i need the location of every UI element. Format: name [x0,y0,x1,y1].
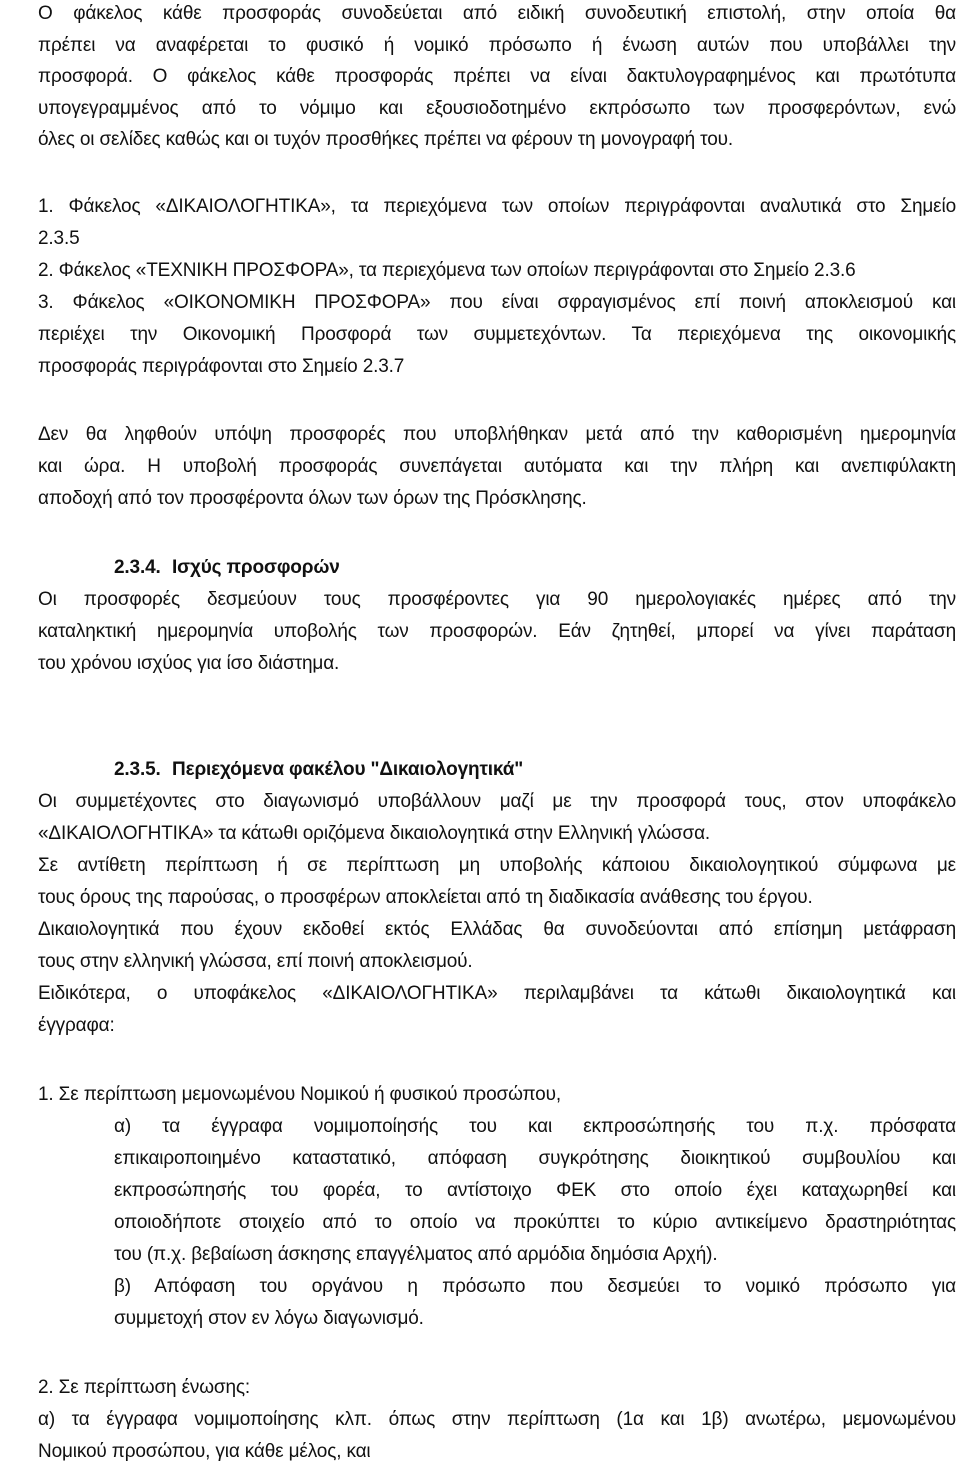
deadline-line-1: Δεν θα ληφθούν υπόψη προσφορές που υποβλήθηκαν μετά από την καθορισμένη ημερομηνία [38,424,956,445]
intro-line-1: Ο φάκελος κάθε προσφοράς συνοδεύεται από ειδική συνοδευτική επιστολή, στην οποία θα [38,3,956,24]
section-235-title: Περιεχόμενα φακέλου "Δικαιολογητικά" [172,759,524,780]
section-235-heading [114,758,956,782]
case-1-a-line-3: εκπροσώπησής του φορέα, το αντίστοιχο ΦΕΚ στο οποίο έχει καταχωρηθεί και [114,1180,956,1201]
section-234-number: 2.3.4. [114,557,161,578]
section-234-heading [114,556,956,580]
section-235-line-4: τους όρους της παρούσας, ο προσφέρων αποκλείεται από τη διαδικασία ανάθεσης του έργου. [38,887,813,908]
folder-item-3-line-1: 3. Φάκελος «ΟΙΚΟΝΟΜΙΚΗ ΠΡΟΣΦΟΡΑ» που είναι σφραγισμένος επί ποινή αποκλεισμού και [38,292,956,313]
case-1-heading: 1. Σε περίπτωση μεμονωμένου Νομικού ή φυσικού προσώπου, [38,1084,561,1105]
folder-item-3-line-3: προσφοράς περιγράφονται στο Σημείο 2.3.7 [38,356,405,377]
folder-item-2: 2. Φάκελος «ΤΕΧΝΙΚΗ ΠΡΟΣΦΟΡΑ», τα περιεχόμενα των οποίων περιγράφονται στο Σημείο 2.3.6 [38,260,856,281]
section-235-line-1: Οι συμμετέχοντες στο διαγωνισμό υποβάλλουν μαζί με την προσφορά τους, στον υποφάκελο [38,791,956,812]
case-1-a-line-2: επικαιροποιημένο καταστατικό, απόφαση συγκρότησης διοικητικού συμβουλίου και [114,1148,956,1169]
case-1-b-line-2: συμμετοχή στον εν λόγω διαγωνισμό. [114,1308,424,1329]
intro-line-4: υπογεγραμμένος από το νόμιμο και εξουσιοδοτημένο εκπρόσωπο των προσφερόντων, ενώ [38,98,956,119]
deadline-line-2: και ώρα. Η υποβολή προσφοράς συνεπάγεται αυτόματα και την πλήρη και ανεπιφύλακτη [38,456,956,477]
section-235-line-3: Σε αντίθετη περίπτωση ή σε περίπτωση μη υποβολής κάποιου δικαιολογητικού σύμφωνα με [38,855,956,876]
section-234-line-2: καταληκτική ημερομηνία υποβολής των προσφορών. Εάν ζητηθεί, μπορεί να γίνει παράταση [38,621,956,642]
section-235-line-2: «ΔΙΚΑΙΟΛΟΓΗΤΙΚΑ» τα κάτωθι οριζόμενα δικαιολογητικά στην Ελληνική γλώσσα. [38,823,711,844]
section-235-line-8: έγγραφα: [38,1015,115,1036]
case-1-a-line-5: του (π.χ. βεβαίωση άσκησης επαγγέλματος από αρμόδια δημόσια Αρχή). [114,1244,718,1265]
section-234-title: Ισχύς προσφορών [172,557,340,578]
case-1-a-line-1: α) τα έγγραφα νομιμοποίησής του και εκπροσώπησής του π.χ. πρόσφατα [114,1116,956,1137]
case-1-b-line-1: β) Απόφαση του οργάνου η πρόσωπο που δεσμεύει το νομικό πρόσωπο για [114,1276,956,1297]
intro-line-2: πρέπει να αναφέρεται το φυσικό ή νομικό πρόσωπο ή ένωση αυτών που υποβάλλει την [38,35,956,56]
section-235-line-5: Δικαιολογητικά που έχουν εκδοθεί εκτός Ελλάδας θα συνοδεύονται από επίσημη μετάφραση [38,919,956,940]
intro-line-3: προσφορά. Ο φάκελος κάθε προσφοράς πρέπει να είναι δακτυλογραφημένος και πρωτότυπα [38,66,956,87]
section-235-number: 2.3.5. [114,759,161,780]
case-2-line-2: Νομικού προσώπου, για κάθε μέλος, και [38,1441,371,1462]
section-234-line-3: του χρόνου ισχύος για ίσο διάστημα. [38,653,340,674]
case-2-line-1: α) τα έγγραφα νομιμοποίησης κλπ. όπως στην περίπτωση (1α και 1β) ανωτέρω, μεμονωμένου [38,1409,956,1430]
section-234-line-1: Οι προσφορές δεσμεύουν τους προσφέροντες για 90 ημερολογιακές ημέρες από την [38,589,956,610]
section-235-line-7: Ειδικότερα, ο υποφάκελος «ΔΙΚΑΙΟΛΟΓΗΤΙΚΑ» περιλαμβάνει τα κάτωθι δικαιολογητικά και [38,983,956,1004]
folder-item-1-line-1: 1. Φάκελος «ΔΙΚΑΙΟΛΟΓΗΤΙΚΑ», τα περιεχόμενα των οποίων περιγράφονται αναλυτικά στο Σημείο [38,196,956,217]
deadline-line-3: αποδοχή από τον προσφέροντα όλων των όρων της Πρόσκλησης. [38,488,587,509]
intro-line-5: όλες οι σελίδες καθώς και οι τυχόν προσθήκες πρέπει να φέρουν τη μονογραφή του. [38,129,734,150]
section-235-line-6: τους στην ελληνική γλώσσα, επί ποινή αποκλεισμού. [38,951,473,972]
folder-item-3-line-2: περιέχει την Οικονομική Προσφορά των συμμετεχόντων. Τα περιεχόμενα της οικονομικής [38,324,956,345]
folder-item-1-line-2: 2.3.5 [38,228,80,249]
case-1-a-line-4: οποιοδήποτε στοιχείο από το οποίο να προκύπτει το κύριο αντικείμενο δραστηριότητας [114,1212,956,1233]
case-2-heading: 2. Σε περίπτωση ένωσης: [38,1377,251,1398]
